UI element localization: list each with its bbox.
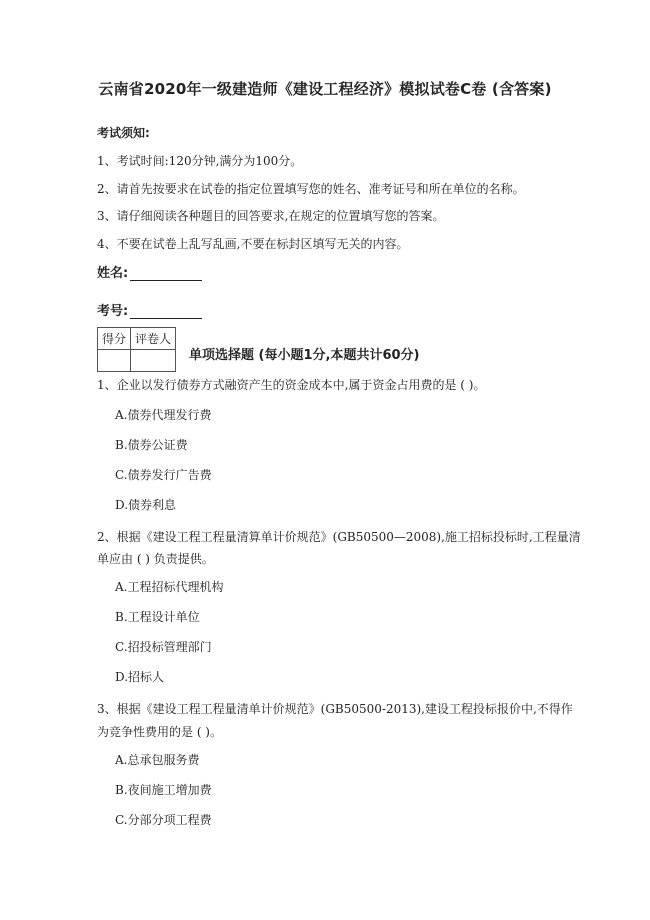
id-field[interactable]	[97, 300, 202, 319]
question-option[interactable]: A.总承包服务费	[115, 753, 200, 767]
question-option[interactable]: D.债券利息	[115, 498, 177, 512]
page-title: 云南省2020年一级建造师《建设工程经济》模拟试卷C卷 (含答案)	[98, 80, 552, 98]
grader-header: 评卷人	[131, 328, 176, 350]
notice-heading: 考试须知:	[97, 126, 150, 140]
id-blank[interactable]	[130, 304, 202, 319]
question-option[interactable]: D.招标人	[115, 670, 165, 684]
question-text: 单应由 ( ) 负责提供。	[97, 552, 214, 566]
id-label: 考号:	[97, 304, 129, 319]
name-label: 姓名:	[97, 266, 129, 281]
question-option[interactable]: C.分部分项工程费	[115, 813, 212, 827]
question-option[interactable]: B.债券公证费	[115, 438, 188, 452]
question-text: 2、根据《建设工程工程量清算单计价规范》(GB50500—2008),施工招标投标时,工程量清	[97, 530, 581, 544]
question-option[interactable]: A.工程招标代理机构	[115, 580, 224, 594]
notice-item: 1、考试时间:120分钟,满分为100分。	[97, 154, 303, 168]
score-cell[interactable]	[98, 350, 131, 372]
score-header: 得分	[98, 328, 131, 350]
notice-item: 3、请仔细阅读各种题目的回答要求,在规定的位置填写您的答案。	[97, 209, 445, 223]
question-option[interactable]: A.债券代理发行费	[115, 408, 212, 422]
score-table	[97, 327, 176, 372]
question-option[interactable]: B.工程设计单位	[115, 610, 200, 624]
question-option[interactable]: B.夜间施工增加费	[115, 783, 212, 797]
question-text: 1、企业以发行债券方式融资产生的资金成本中,属于资金占用费的是 ( )。	[97, 378, 486, 392]
notice-item: 2、请首先按要求在试卷的指定位置填写您的姓名、准考证号和所在单位的名称。	[97, 182, 525, 196]
grader-cell[interactable]	[131, 350, 176, 372]
notice-item: 4、不要在试卷上乱写乱画,不要在标封区填写无关的内容。	[97, 237, 409, 251]
name-blank[interactable]	[130, 266, 202, 281]
question-option[interactable]: C.招投标管理部门	[115, 640, 212, 654]
name-field[interactable]	[97, 262, 202, 281]
question-text: 为竞争性费用的是 ( )。	[97, 725, 222, 739]
question-option[interactable]: C.债券发行广告费	[115, 468, 212, 482]
question-text: 3、根据《建设工程工程量清单计价规范》(GB50500-2013),建设工程投标报价中,不得作	[97, 702, 573, 716]
section-title: 单项选择题 (每小题1分,本题共计60分)	[189, 348, 420, 363]
